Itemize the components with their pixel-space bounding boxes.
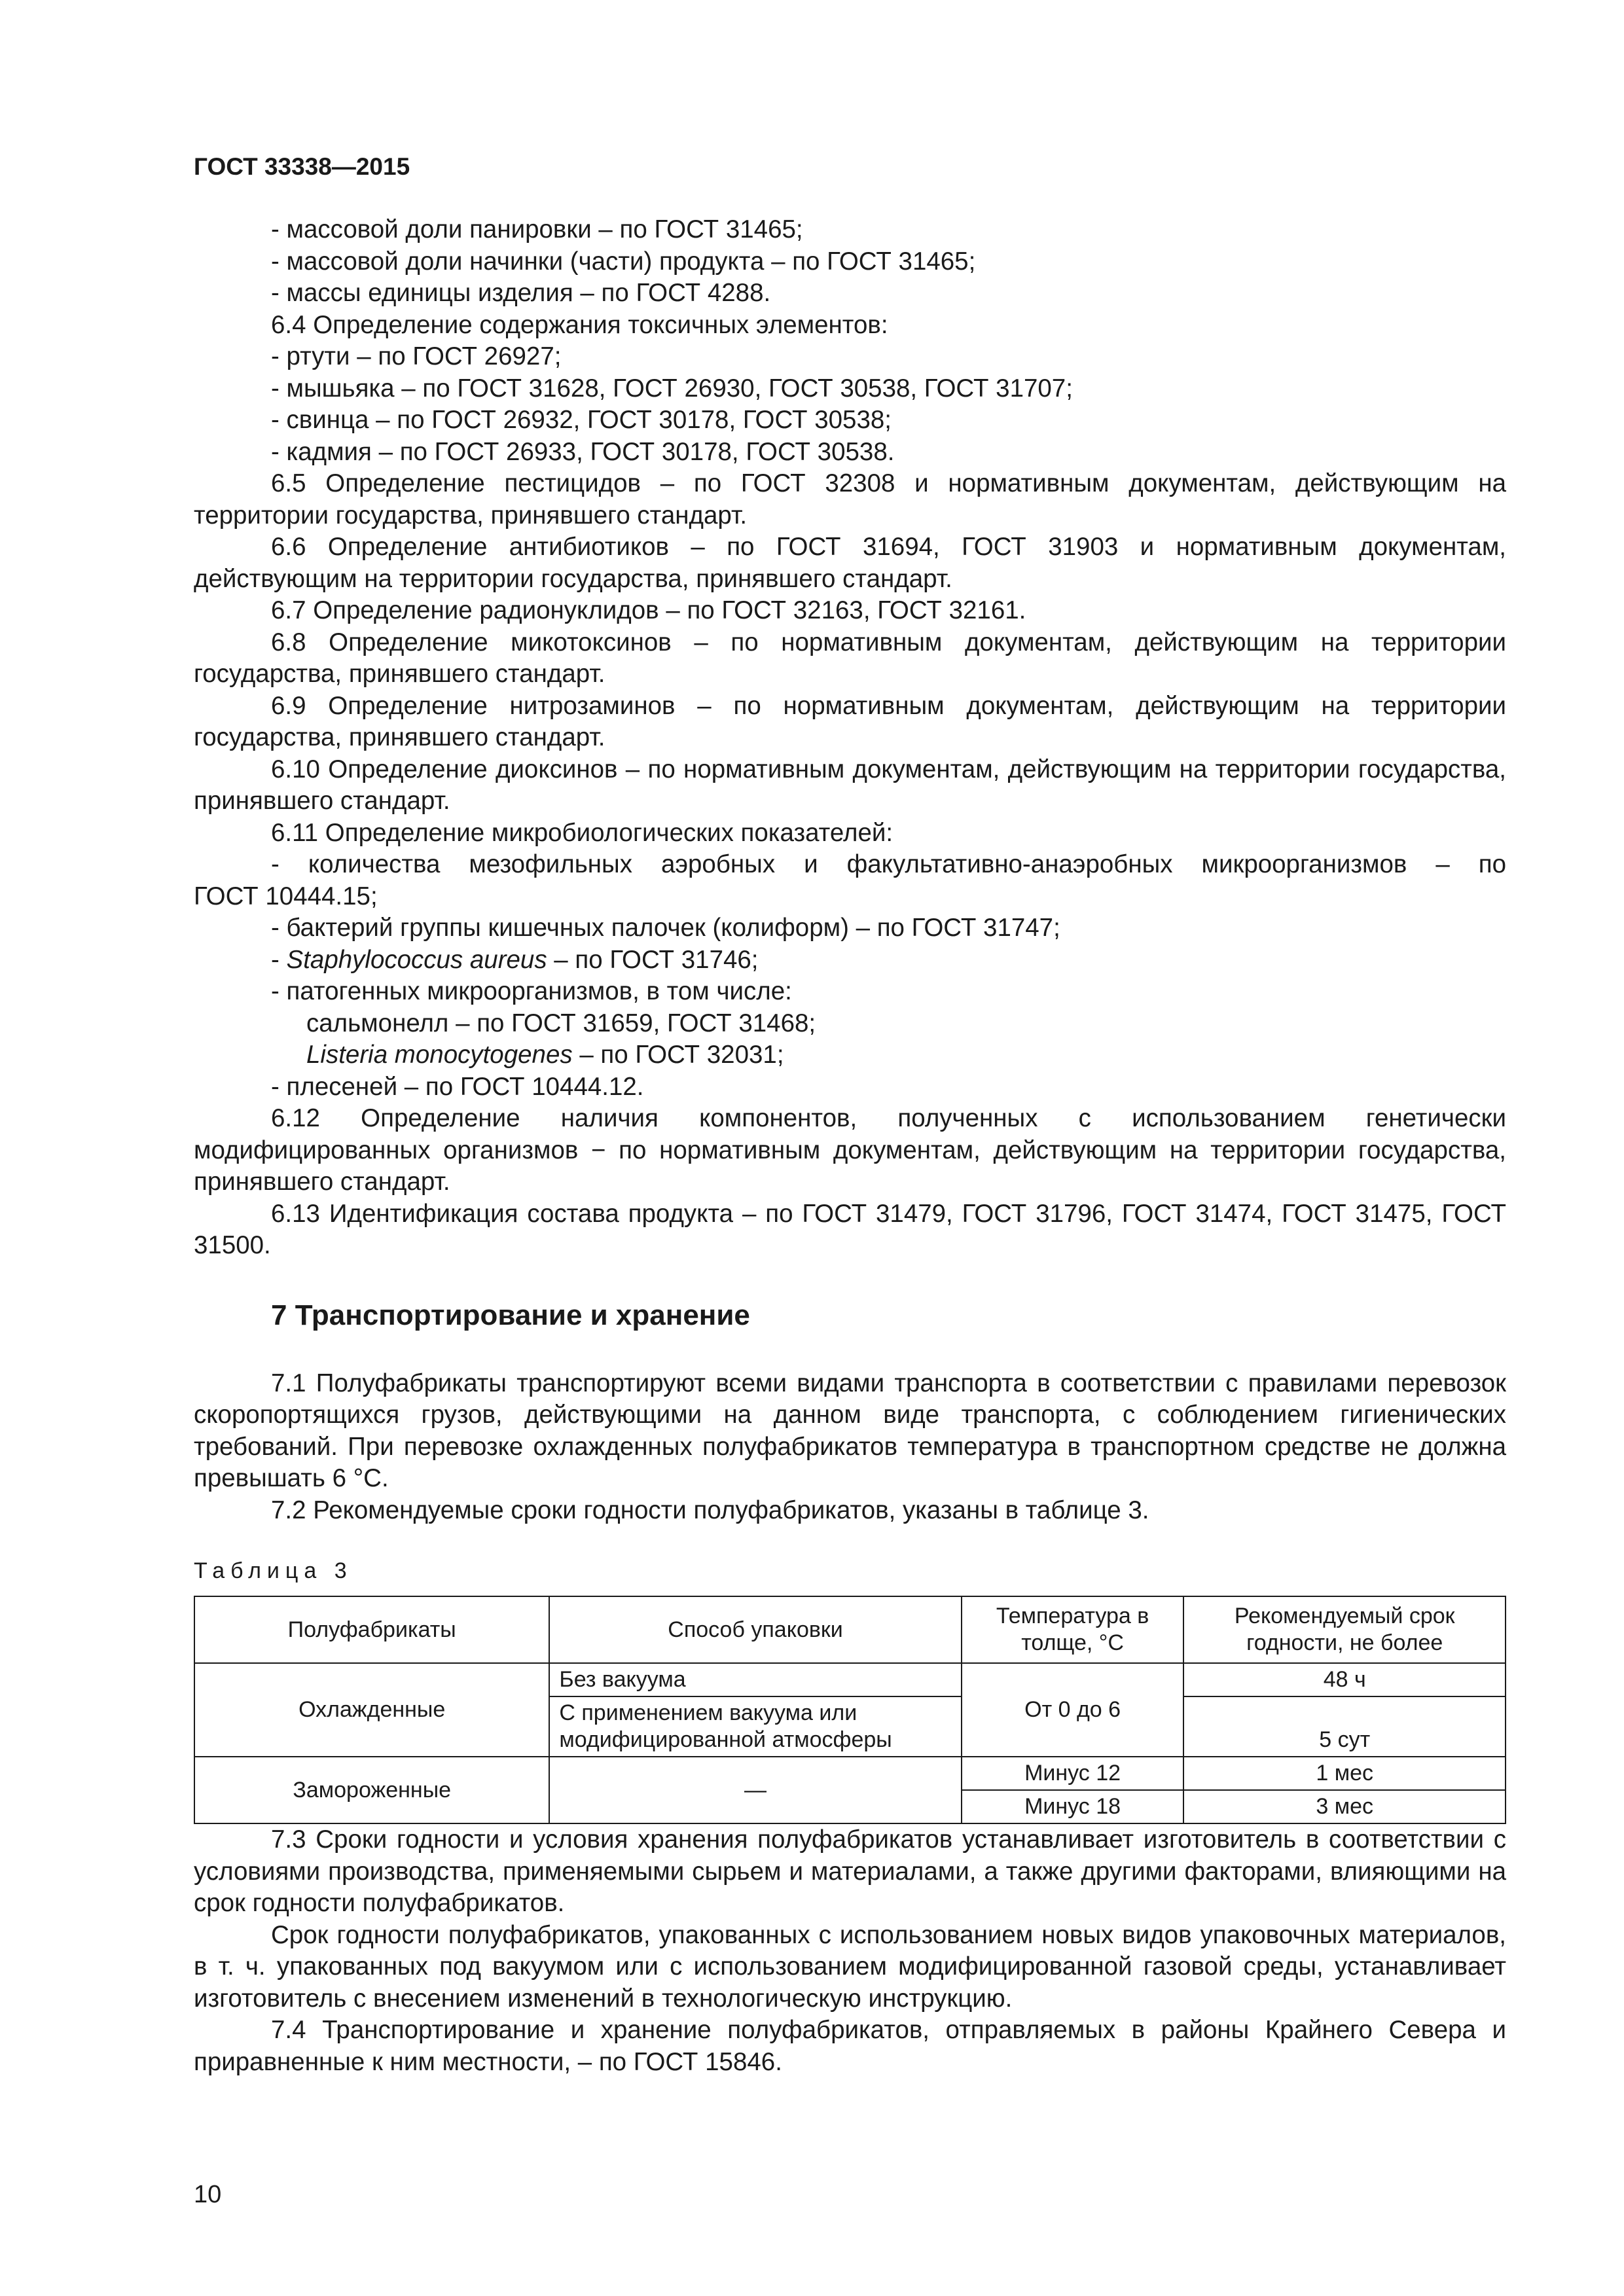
clause-7-2: 7.2 Рекомендуемые сроки годности полуфабрикатов, указаны в таблице 3. xyxy=(271,1496,1149,1524)
column-header: Полуфабрикаты xyxy=(194,1596,549,1663)
list-item: - массовой доли начинки (части) продукта – по ГОСТ 31465; xyxy=(271,247,976,276)
organism-name: Listeria monocytogenes xyxy=(306,1041,573,1069)
table-cell: 1 мес xyxy=(1183,1757,1506,1790)
sub-list-item: сальмонелл – по ГОСТ 31659, ГОСТ 31468; xyxy=(306,1009,816,1037)
list-item: - количества мезофильных аэробных и факультативно-анаэробных микроорганизмов – по xyxy=(271,850,1506,878)
list-item: - бактерий группы кишечных палочек (колиформ) – по ГОСТ 31747; xyxy=(271,914,1060,942)
document-header: ГОСТ 33338—2015 xyxy=(194,153,410,180)
clause-6-13: 6.13 Идентификация состава продукта – по ГОСТ 31479, ГОСТ 31796, ГОСТ 31474, ГОСТ 31475, ГОСТ 31500. xyxy=(194,1199,1506,1259)
list-item: - массовой доли панировки – по ГОСТ 31465; xyxy=(271,215,803,243)
clause-6-4: 6.4 Определение содержания токсичных элементов: xyxy=(271,310,888,339)
table-cell: Минус 12 xyxy=(962,1757,1184,1790)
table-cell: С применением вакуума или модифицированной атмосферы xyxy=(549,1696,961,1757)
list-dash: - xyxy=(271,945,287,974)
table-cell: Охлажденные xyxy=(194,1663,549,1757)
list-item-text: – по ГОСТ 32031; xyxy=(572,1041,784,1069)
list-item: - кадмия – по ГОСТ 26933, ГОСТ 30178, ГОСТ 30538. xyxy=(271,437,895,466)
clause-6-10: 6.10 Определение диоксинов – по нормативным документам, действующим на территории государства, принявшего стандарт. xyxy=(194,755,1506,815)
column-header: Рекомендуемый срок годности, не более xyxy=(1183,1596,1506,1663)
table-cell: — xyxy=(549,1757,961,1823)
clause-6-7: 6.7 Определение радионуклидов – по ГОСТ 32163, ГОСТ 32161. xyxy=(271,596,1026,624)
clause-6-6: 6.6 Определение антибиотиков – по ГОСТ 31694, ГОСТ 31903 и нормативным документам, действующим на территории государства, принявшего стандарт. xyxy=(194,533,1506,593)
clause-6-9: 6.9 Определение нитрозаминов – по нормативным документам, действующим на территории государства, принявшего стандарт. xyxy=(194,691,1506,751)
list-item xyxy=(194,944,1506,977)
page-number: 10 xyxy=(194,2181,222,2208)
table-cell: Без вакуума xyxy=(549,1663,961,1696)
table-cell: 5 сут xyxy=(1183,1696,1506,1757)
list-item: - свинца – по ГОСТ 26932, ГОСТ 30178, ГОСТ 30538; xyxy=(271,406,892,434)
table-row xyxy=(194,1663,1506,1696)
sub-list-item xyxy=(194,1039,1506,1071)
organism-name: Staphylococcus aureus xyxy=(286,945,547,974)
clause-6-12: 6.12 Определение наличия компонентов, полученных с использованием генетически модифицированных организмов − по нормативным документам, действующим на территории государства, принявшего стандарт. xyxy=(194,1104,1506,1196)
clause-7-3: 7.3 Сроки годности и условия хранения полуфабрикатов устанавливает изготовитель в соответствии с условиями производства, применяемыми сырьем и материалами, а также другими факторами, влияющими на срок годности полуфабрикатов. xyxy=(194,1825,1506,1917)
column-header: Температура в толще, °С xyxy=(962,1596,1184,1663)
table-cell: 3 мес xyxy=(1183,1790,1506,1823)
list-item: - ртути – по ГОСТ 26927; xyxy=(271,342,562,370)
table-header-row xyxy=(194,1596,1506,1663)
clause-6-8: 6.8 Определение микотоксинов – по нормативным документам, действующим на территории государства, принявшего стандарт. xyxy=(194,628,1506,688)
list-item: - патогенных микроорганизмов, в том числе: xyxy=(271,977,792,1005)
document-body xyxy=(194,214,1506,2078)
list-item-continuation: ГОСТ 10444.15; xyxy=(194,882,378,910)
shelf-life-table xyxy=(194,1596,1506,1824)
table-row xyxy=(194,1757,1506,1790)
clause-6-11: 6.11 Определение микробиологических показателей: xyxy=(271,818,893,847)
list-item: - мышьяка – по ГОСТ 31628, ГОСТ 26930, ГОСТ 30538, ГОСТ 31707; xyxy=(271,374,1073,403)
table-cell: Замороженные xyxy=(194,1757,549,1823)
table-cell: Минус 18 xyxy=(962,1790,1184,1823)
clause-7-4: 7.4 Транспортирование и хранение полуфабрикатов, отправляемых в районы Крайнего Севера и приравненные к ним местности, – по ГОСТ 15846. xyxy=(194,2016,1506,2076)
clause-7-3-continued: Срок годности полуфабрикатов, упакованных с использованием новых видов упаковочных материалов, в т. ч. упакованных под вакуумом или с использованием модифицированной газовой среды, устанавливает изготовитель с внесением изменений в технологическую инструкцию. xyxy=(194,1920,1506,2013)
clause-7-1: 7.1 Полуфабрикаты транспортируют всеми видами транспорта в соответствии с правилами перевозок скоропортящихся грузов, действующими на данном виде транспорта, с соблюдением гигиенических требований. При перевозке охлажденных полуфабрикатов температура в транспортном средстве не должна превышать 6 °С. xyxy=(194,1369,1506,1492)
table-cell: От 0 до 6 xyxy=(962,1663,1184,1757)
table-cell: 48 ч xyxy=(1183,1663,1506,1696)
list-item-text: – по ГОСТ 31746; xyxy=(547,945,759,974)
list-item: - плесеней – по ГОСТ 10444.12. xyxy=(271,1072,644,1101)
table-caption: Таблица 3 xyxy=(194,1558,353,1583)
list-item: - массы единицы изделия – по ГОСТ 4288. xyxy=(271,279,771,307)
clause-6-5: 6.5 Определение пестицидов – по ГОСТ 32308 и нормативным документам, действующим на территории государства, принявшего стандарт. xyxy=(194,469,1506,529)
column-header: Способ упаковки xyxy=(549,1596,961,1663)
section-heading: 7 Транспортирование и хранение xyxy=(271,1299,750,1331)
